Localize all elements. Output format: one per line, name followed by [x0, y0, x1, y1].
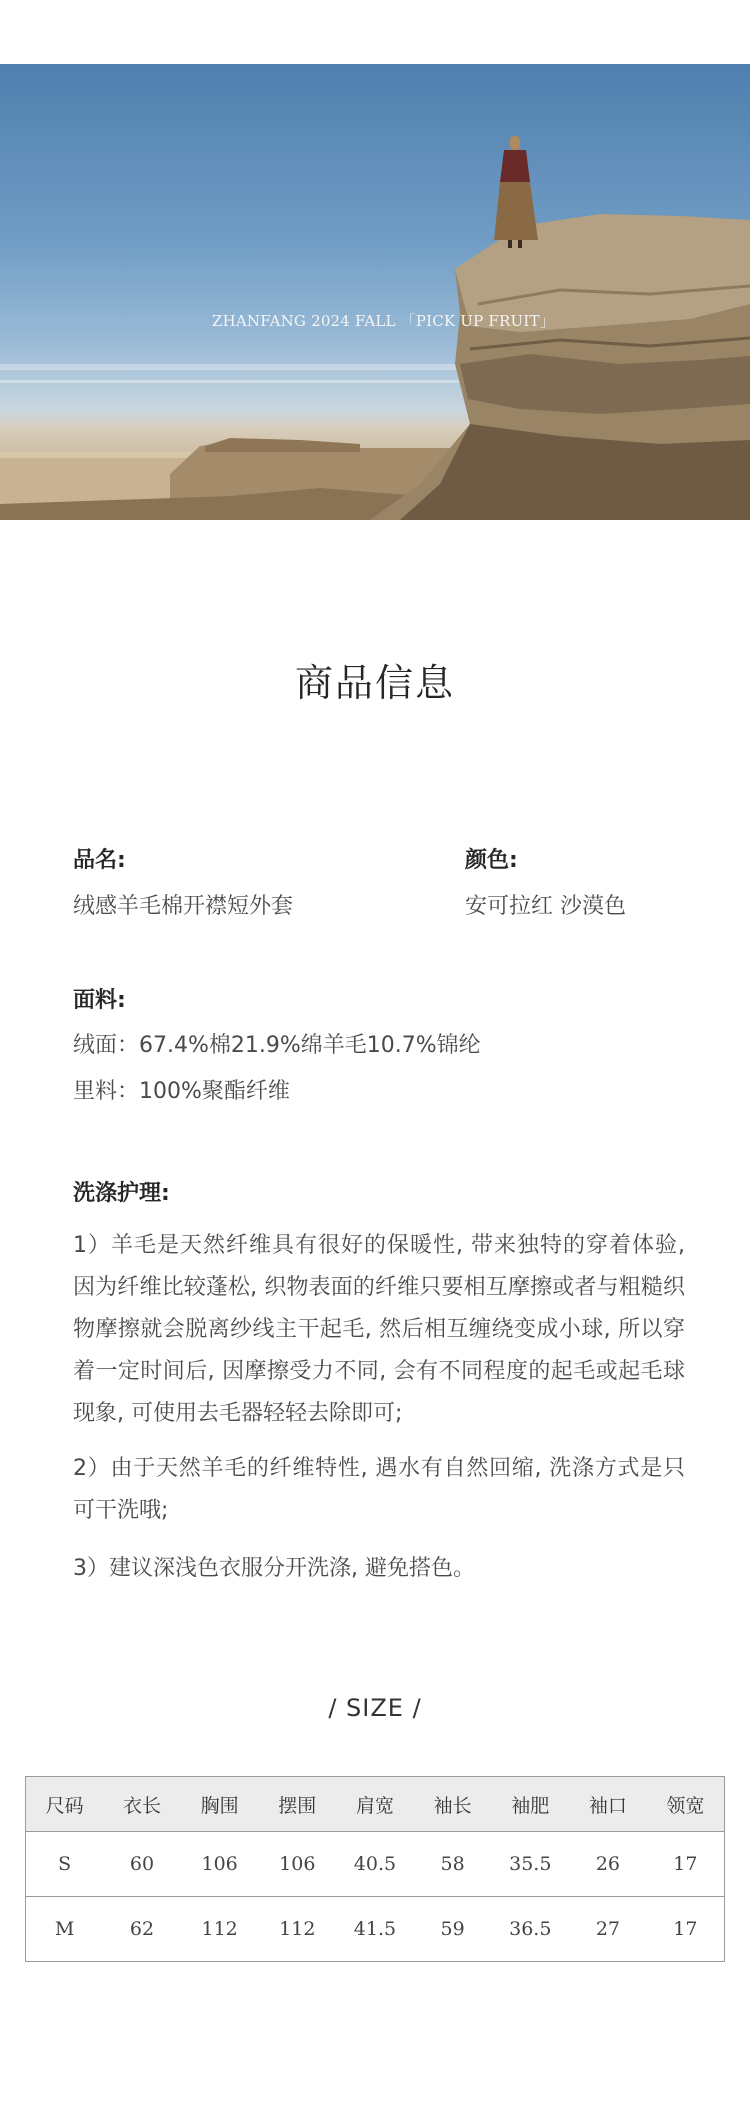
header-cell: 肩宽 [336, 1777, 414, 1832]
table-cell: 59 [414, 1897, 492, 1962]
hero-caption: ZHANFANG 2024 FALL 「PICK UP FRUIT」 [212, 312, 555, 330]
table-cell: 36.5 [491, 1897, 569, 1962]
table-cell: 58 [414, 1832, 492, 1897]
care-label: 洗涤护理: [73, 1181, 170, 1206]
table-cell: 106 [181, 1832, 259, 1897]
product-name-label: 品名: [73, 848, 126, 873]
header-cell: 衣长 [103, 1777, 181, 1832]
table-cell: 112 [181, 1897, 259, 1962]
header-cell: 袖长 [414, 1777, 492, 1832]
color-label: 颜色: [465, 848, 518, 873]
table-cell: 26 [569, 1832, 647, 1897]
size-title: / SIZE / [328, 1694, 422, 1722]
table-cell: 35.5 [491, 1832, 569, 1897]
header-cell: 袖口 [569, 1777, 647, 1832]
care-item-1: 1）羊毛是天然纤维具有很好的保暖性, 带来独特的穿着体验, 因为纤维比较蓬松, 织物表面的纤维只要相互摩擦或者与粗糙织物摩擦就会脱离纱线主干起毛, 然后相互缠绕变成小球, 所以穿着一定时间后, 因摩擦受力不同, 会有不同程度的起毛或起毛球现象, 可使用去毛器轻轻去除即可; [73, 1233, 685, 1426]
table-cell: 62 [103, 1897, 181, 1962]
table-row [26, 1897, 725, 1962]
color-value: 安可拉红 沙漠色 [465, 894, 626, 919]
table-cell: 40.5 [336, 1832, 414, 1897]
size-table-header [26, 1777, 725, 1832]
header-cell: 胸围 [181, 1777, 259, 1832]
section-title: 商品信息 [294, 661, 455, 705]
fabric-lining: 里料：100%聚酯纤维 [73, 1079, 290, 1104]
table-cell: M [26, 1897, 104, 1962]
table-cell: 17 [647, 1832, 725, 1897]
table-cell: 106 [258, 1832, 336, 1897]
hero-banner [0, 64, 750, 520]
table-cell: 27 [569, 1897, 647, 1962]
table-cell: 112 [258, 1897, 336, 1962]
table-cell: 17 [647, 1897, 725, 1962]
size-table [25, 1776, 725, 1962]
header-cell: 领宽 [647, 1777, 725, 1832]
fabric-outer: 绒面：67.4%棉21.9%绵羊毛10.7%锦纶 [73, 1033, 481, 1058]
table-cell: 60 [103, 1832, 181, 1897]
table-row [26, 1832, 725, 1897]
header-cell: 袖肥 [491, 1777, 569, 1832]
header-cell: 摆围 [258, 1777, 336, 1832]
header-cell: 尺码 [26, 1777, 104, 1832]
care-item-3: 3）建议深浅色衣服分开洗涤, 避免搭色。 [73, 1556, 475, 1581]
care-item-2: 2）由于天然羊毛的纤维特性, 遇水有自然回缩, 洗涤方式是只可干洗哦; [73, 1456, 685, 1523]
table-cell: 41.5 [336, 1897, 414, 1962]
hero-photo [0, 64, 750, 520]
fabric-label: 面料: [73, 988, 126, 1013]
table-cell: S [26, 1832, 104, 1897]
product-name-value: 绒感羊毛棉开襟短外套 [73, 894, 294, 919]
